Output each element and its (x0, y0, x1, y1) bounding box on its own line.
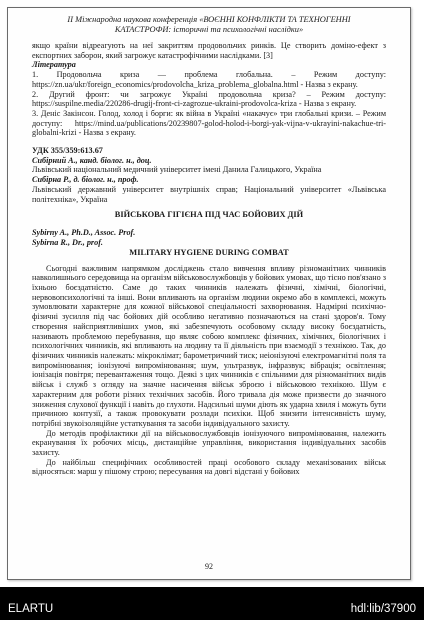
article-title-ua: ВІЙСЬКОВА ГІГІЄНА ПІД ЧАС БОЙОВИХ ДІЙ (114, 210, 304, 220)
document-page (7, 7, 411, 580)
page-content (32, 15, 386, 477)
udk-code: УДК 355/359:613.67 (32, 146, 103, 156)
author-name-en: Sybirny A., Ph.D., Assoc. Prof. (32, 228, 136, 238)
author-affiliation: Львівський державний університет внутрішніх справ; Національний університет «Львівська політехніка», Україна (32, 184, 386, 204)
body-paragraph: До найбільш специфічних особливостей праці особового складу механізованих військ відносяться: марш у пішому строю; пересування на довгі відстані у бойових (32, 457, 386, 477)
repository-name: ELARTU (8, 603, 54, 615)
body-paragraph: Сьогодні важливим напрямком досліджень стало вивчення впливу різноманітних чинників навколишнього середовища на організм військовослужбовців у бойових умовах, що тісно пов'язано з їхньою боєздатністю. Саме до таких чинників належать фізичні, хімічні, біологічні, нервовопсихологічні та інші. Вони впливають на організм людини окремо або в комплексі, можуть зумовлювати характерне для кожної військової спеціальності захворювання. Надмірні психічно-фізичні зусилля під час бойових дій особливо негативно позначаються на стані здоров'я. Тому створення найсприятливіших умов, які забезпечують особовому складу високу боєздатність, називають проблемою перебування, що являє собою комплекс фізичних, хімічних, біологічних і психологічних чинників, які впливають на людину та її діяльність при взаємодії з технікою. Так, до фізичних чинників належать: мікроклімат; барометричний тиск; неіонізуючі електромагнітні поля та випромінювання; іонізуючі випромінювання; шум, ультразвук, інфразвук; вібрація; освітлення; іонізація повітря; перевантаження тощо. Деякі з цих чинників є спільними для різноманітних видів військ і служб з огляду на значне насичення військ зброєю і військовою технікою. Шум є характерним для роботи різних технічних засобів. Його тривала дія може призвести до значного зниження слухової функції і навіть до глухоти. Надсильні шуми діють як ударна хвиля і можуть бути причиною контузії, а також провокувати розлади психіки. Щоб знизити інтенсивність шуму, потрібні звукоізоляційне устаткування та засоби індивідуального захисту. (32, 263, 386, 428)
article-title-en: MILITARY HYGIENE DURING COMBAT (129, 247, 289, 257)
body-paragraph: До методів профілактики дії на військовослужбовців іонізуючого випромінювання, належить екранування їх робочих місць, дистанційне управління, використання індивідуальних засобів захисту. (32, 428, 386, 458)
intro-paragraph: якщо країни відреагують на неї закриттям продовольчих ринків. Це створить доміно-ефект з експортних заборон, який загрожує катастрофічними наслідками. [3] (32, 41, 386, 60)
literature-heading: Література (32, 60, 76, 70)
author-name: Сибірний А., канд. біолог. н., доц. (32, 155, 152, 165)
reference-item: 1. Продовольча криза — проблема глобальна. – Режим доступу: https://zn.ua/ukr/foreign_economics/prodovolcha_kriza_problema_globalna.html - Назва з екрану. (32, 70, 386, 89)
reference-item: 2. Другий фронт: чи загрожує Україні продовольча криза? – Режим доступу: https://suspilne.media/220286-drugij-front-ci-zagrozue-ukraini-prodovolca-kriza - Назва з екрану. (32, 89, 386, 109)
author-name: Сибірна Р., д. біолог. н., проф. (32, 175, 139, 185)
handle-identifier: hdl:lib/37900 (350, 603, 416, 615)
author-name-en: Sybirna R., Dr., prof. (32, 237, 103, 247)
reference-item: 3. Деніс Закінсон. Голод, холод і борги: як війна в Україні «накачує» три глобальні кризи. – Режим доступу: https://mind.ua/publications/20239807-golod-holod-i-borgi-yak-vijna-v-ukrayini-nakachue-tri-globalni-krizi - Назва з екрану. (32, 108, 386, 138)
conference-header-line2: КАТАСТРОФИ: історичні та психологічні наслідки» (114, 25, 304, 34)
page-number: 92 (205, 562, 213, 571)
author-affiliation: Львівський національний медичний університет імені Данила Галицького, Україна (32, 165, 322, 175)
repository-footer (0, 587, 424, 620)
conference-header-line1: II Міжнародна наукова конференція «ВОЄННІ КОНФЛІКТИ ТА ТЕХНОГЕННІ (67, 15, 351, 24)
